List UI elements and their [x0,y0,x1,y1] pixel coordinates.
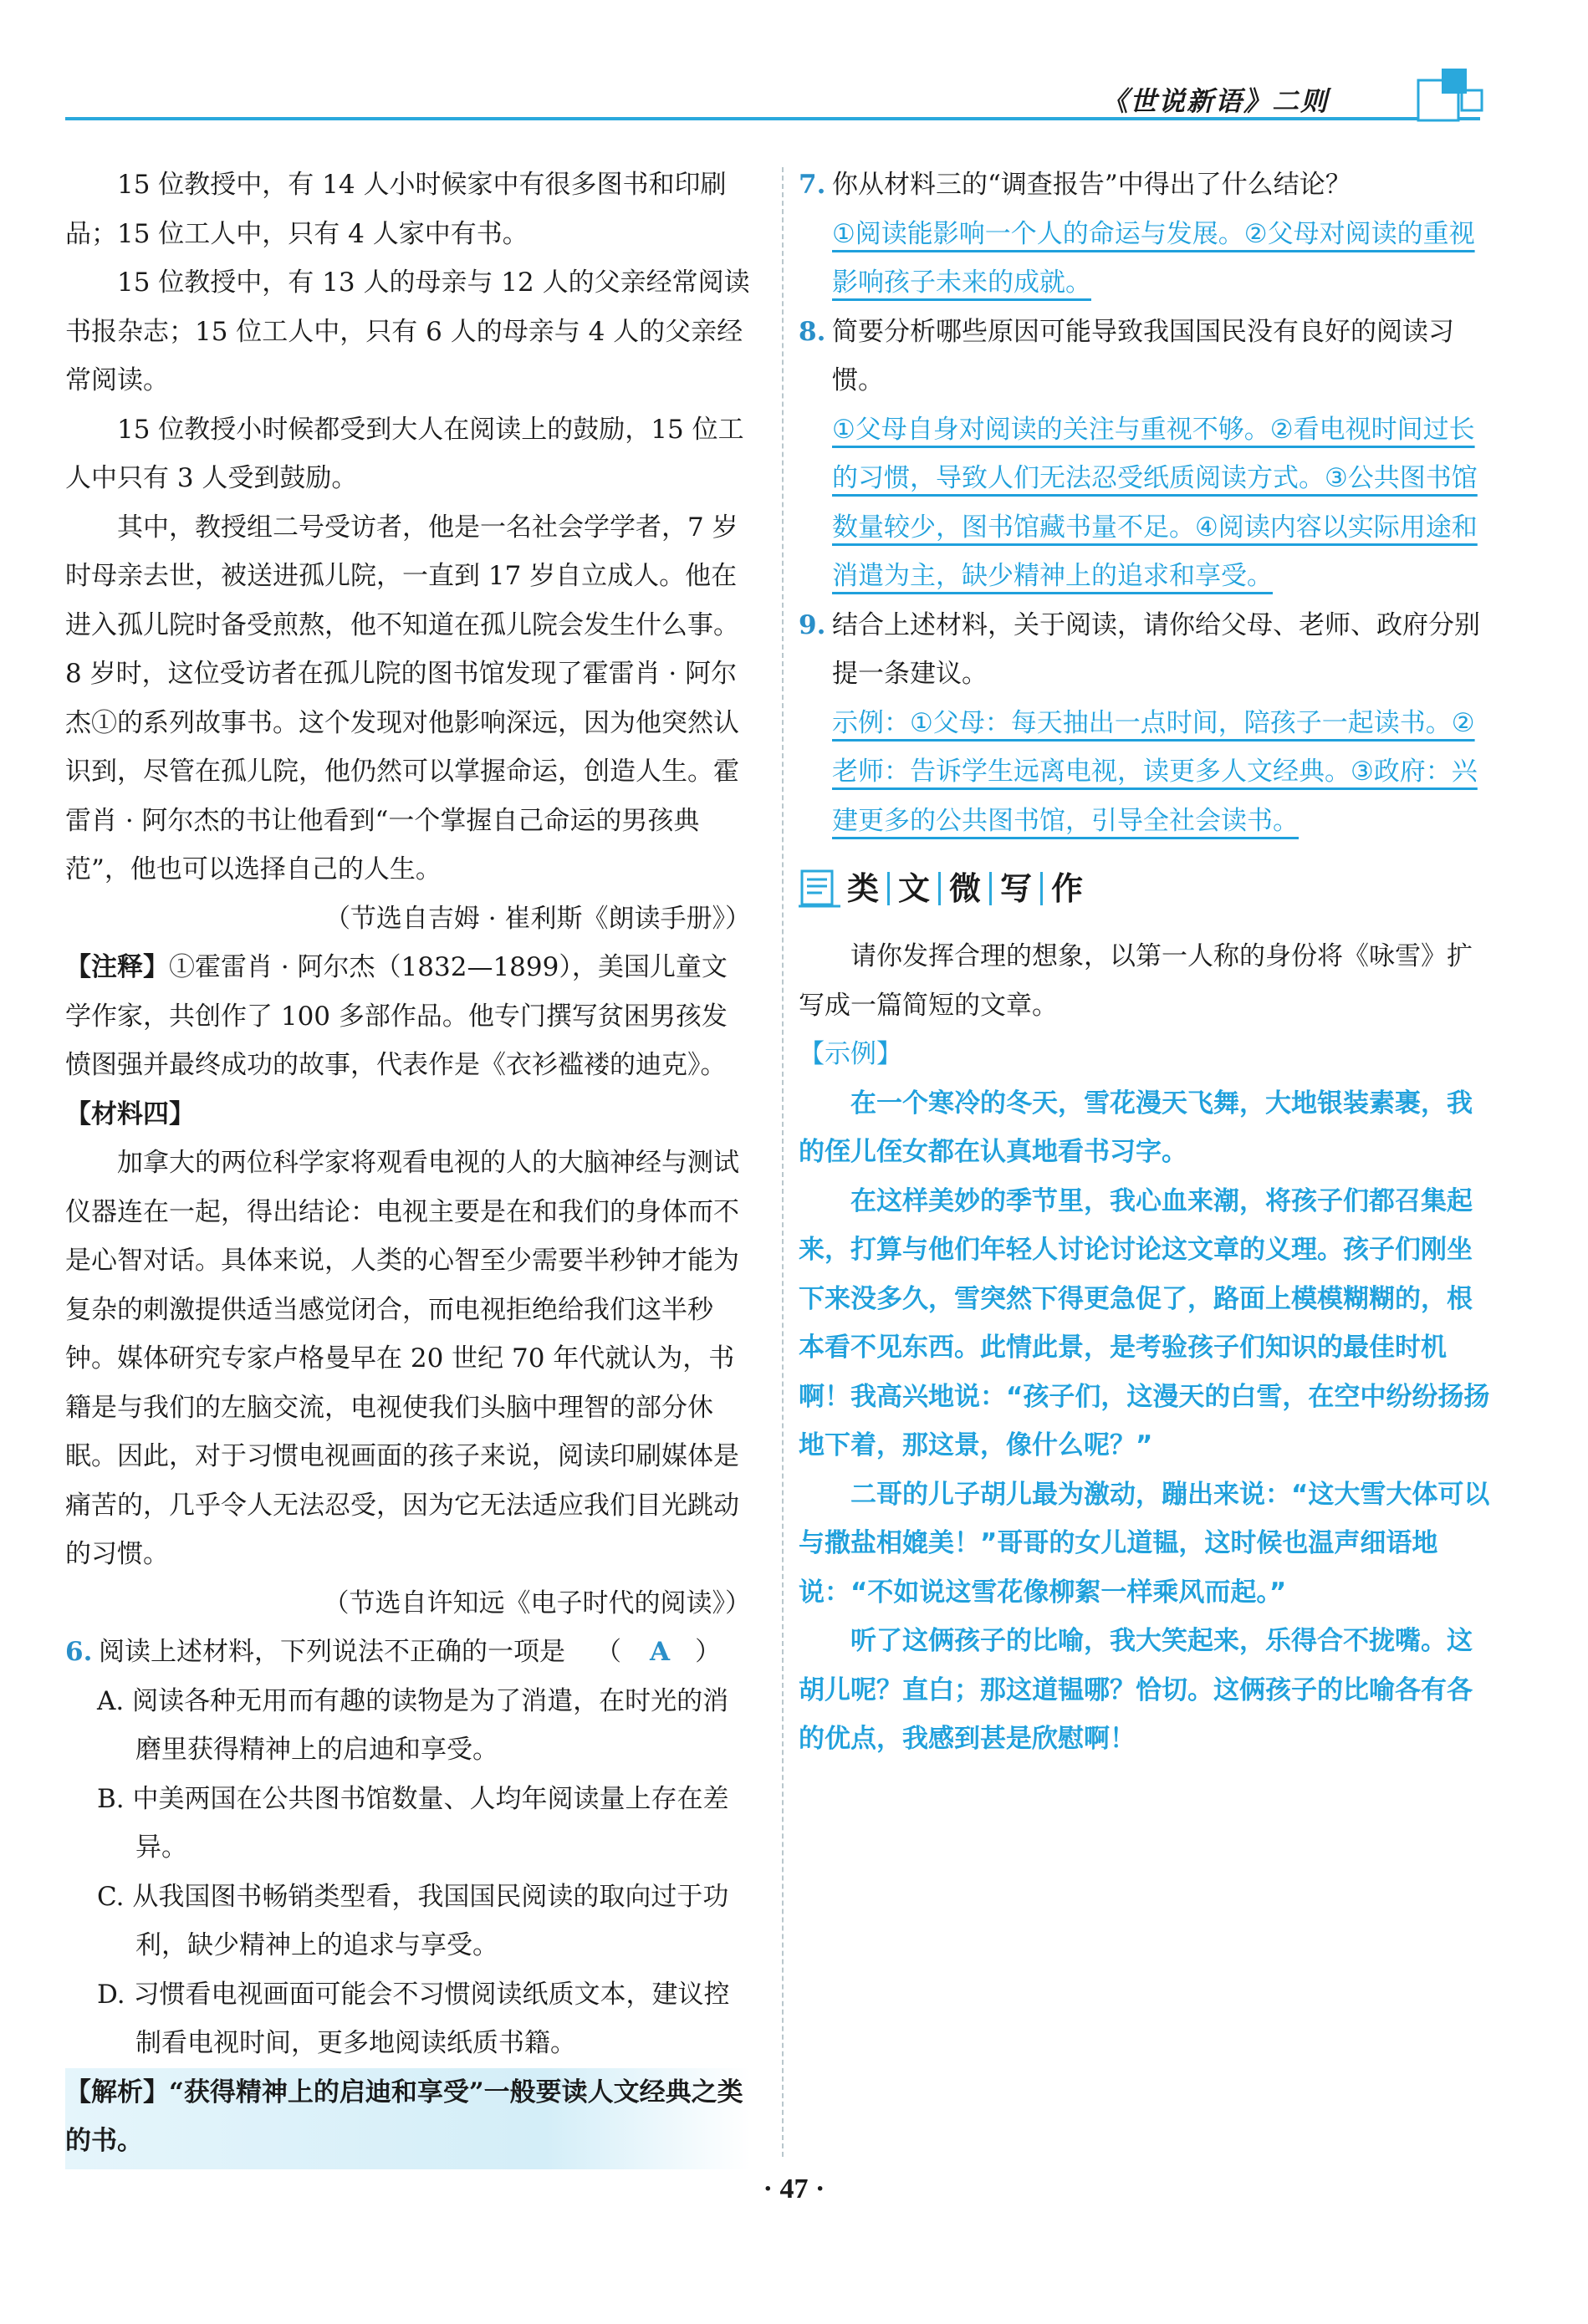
question-7-answer [799,210,1493,308]
note-text: ①霍雷肖 · 阿尔杰（1832—1899），美国儿童文学作家，共创作了 100 多部作品。他专门撰写贫困男孩发愤图强并最终成功的故事，代表作是《衣衫褴褛的迪克》。 [65,952,728,1080]
page-number: · 47 · [763,2174,825,2204]
material-four-text: 加拿大的两位科学家将观看电视的人的大脑神经与测试仪器连在一起，得出结论：电视主要是在和我们的身体而不是心智对话。具体来说，人类的心智至少需要半秒钟才能为复杂的刺激提供适当感觉闭合，而电视拒绝给我们这半秒钟。媒体研究专家卢格曼早在 20 世纪 70 年代就认为，书籍是与我们的左脑交流，电视使我们头脑中理智的部分休眠。因此，对于习惯电视画面的孩子来说，阅读印刷媒体是痛苦的，几乎令人无法忍受，因为它无法适应我们目光跳动的习惯。 [65,1148,739,1569]
answer-bracket-close: ） [695,1637,722,1667]
answer-text: 示例：①父母：每天抽出一点时间，陪孩子一起读书。②老师：告诉学生远离电视，读更多人文经典。③政府：兴建更多的公共图书馆，引导全社会读书。 [832,707,1478,836]
question-stem: 阅读上述材料，下列说法不正确的一项是 [99,1637,565,1667]
question-text: 简要分析哪些原因可能导致我国国民没有良好的阅读习惯。 [832,316,1454,395]
option-c: C. 从我国图书畅销类型看，我国国民阅读的取向过于功利，缺少精神上的追求与享受。 [97,1881,729,1960]
section-separator [887,872,890,905]
option-a: A. 阅读各种无用而有趣的读物是为了消遣，在时光的消磨里获得精神上的启迪和享受。 [97,1685,729,1765]
sample-paragraph: 二哥的儿子胡儿最为激动，蹦出来说：“这大雪大体可以与撒盐相媲美！”哥哥的女儿道韫，这时候也温声细语地说：“不如说这雪花像柳絮一样乘风而起。” [799,1479,1490,1608]
writing-prompt: 请你发挥合理的想象，以第一人称的身份将《咏雪》扩写成一篇简短的文章。 [799,941,1473,1021]
paragraph-books-at-home: 15 位教授中，有 14 人小时候家中有很多图书和印刷品；15 位工人中，只有 4 人家中有书。 [65,170,727,249]
paragraph-orphanage-story: 其中，教授组二号受访者，他是一名社会学学者，7 岁时母亲去世，被送进孤儿院，一直到 17 岁自立成人。他在进入孤儿院时备受煎熬，他不知道在孤儿院会发生什么事。8 岁时，这位受访者在孤儿院的图书馆发现了霍雷肖 · 阿尔杰①的系列故事书。这个发现对他影响深远，因为他突然认识到，尽管在孤儿院，他仍然可以掌握命运，创造人生。霍雷肖 · 阿尔杰的书让他看到“一个掌握自己命运的男孩典范”，他也可以选择自己的人生。 [65,512,739,884]
analysis [65,2068,751,2169]
question-6 [65,1628,751,1677]
sample-paragraph: 听了这俩孩子的比喻，我大笑起来，乐得合不拢嘴。这胡儿呢？直白；那这道韫哪？恰切。这俩孩子的比喻各有各的优点，我感到甚是欣慰啊！ [799,1626,1473,1754]
question-text: 结合上述材料，关于阅读，请你给父母、老师、政府分别提一条建议。 [832,609,1480,689]
question-number: 9. [799,609,826,640]
question-9 [799,601,1493,699]
section-char: 类 [847,869,880,907]
paragraph-encouragement: 15 位教授小时候都受到大人在阅读上的鼓励，15 位工人中只有 3 人受到鼓励。 [65,414,744,493]
left-column [65,161,751,2169]
question-text [99,1628,751,1677]
answer-bracket-open: （ [595,1637,621,1667]
question-answer: A [650,1637,671,1667]
question-number: 7. [799,170,826,200]
section-char: 文 [898,869,931,907]
section-heading [799,862,1493,915]
source-citation: （节选自吉姆 · 崔利斯《朗读手册》） [324,903,751,934]
section-char: 作 [1051,869,1084,907]
section-char: 微 [949,869,982,907]
section-separator [989,872,992,905]
column-divider [782,167,784,2157]
question-9-answer [799,699,1493,846]
note-label: 【注释】 [65,952,169,982]
section-separator [1040,872,1043,905]
analysis-label: 【解析】 [65,2077,169,2107]
corner-decoration-icon [1413,65,1488,124]
sample-label: 【示例】 [799,1039,902,1069]
section-separator [938,872,941,905]
option-d: D. 习惯看电视画面可能会不习惯阅读纸质文本，建议控制看电视时间，更多地阅读纸质书籍。 [97,1979,730,2058]
note [65,943,751,1090]
writing-section-icon [799,868,840,910]
sample-paragraph: 在这样美妙的季节里，我心血来潮，将孩子们都召集起来，打算与他们年轻人讨论讨论这文章的义理。孩子们刚坐下来没多久，雪突然下得更急促了，路面上模模糊糊的，根本看不见东西。此情此景，是考验孩子们知识的最佳时机啊！我高兴地说：“孩子们，这漫天的白雪，在空中纷纷扬扬地下着，那这景，像什么呢？” [799,1185,1490,1460]
answer-text: ①阅读能影响一个人的命运与发展。②父母对阅读的重视影响孩子未来的成就。 [832,218,1475,298]
paragraph-parents-reading: 15 位教授中，有 13 人的母亲与 12 人的父亲经常阅读书报杂志；15 位工人中，只有 6 人的母亲与 4 人的父亲经常阅读。 [65,268,750,395]
option-b: B. 中美两国在公共图书馆数量、人均年阅读量上存在差异。 [97,1783,729,1863]
answer-text: ①父母自身对阅读的关注与重视不够。②看电视时间过长的习惯，导致人们无法忍受纸质阅读方式。③公共图书馆数量较少，图书馆藏书量不足。④阅读内容以实际用途和消遣为主，缺少精神上的追求和享受。 [832,414,1478,591]
section-char: 写 [1000,869,1033,907]
sample-paragraph: 在一个寒冷的冬天，雪花漫天飞舞，大地银装素裹，我的侄儿侄女都在认真地看书习字。 [799,1088,1473,1167]
analysis-text: “获得精神上的启迪和享受”一般要读人文经典之类的书。 [65,2077,743,2156]
question-7 [799,161,1493,210]
question-8 [799,308,1493,405]
running-header-title: 《世说新语》二则 [1100,85,1329,117]
question-number: 6. [65,1637,93,1667]
question-number: 8. [799,316,826,347]
question-text: 你从材料三的“调查报告”中得出了什么结论？ [832,170,1351,200]
right-column [799,161,1493,1764]
source-citation: （节选自许知远《电子时代的阅读》） [323,1588,751,1618]
material-four-label: 【材料四】 [65,1098,195,1129]
question-8-answer [799,405,1493,601]
